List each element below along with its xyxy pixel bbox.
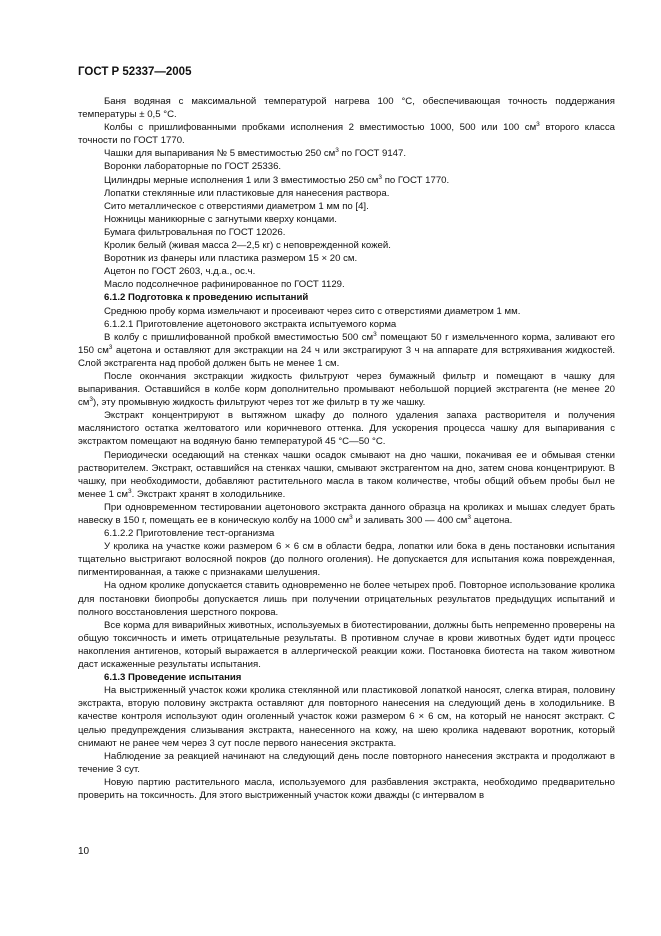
paragraph: Кролик белый (живая масса 2—2,5 кг) с неповрежденной кожей.: [104, 240, 391, 252]
paragraph: При одновременном тестировании ацетонового экстракта данного образца на кроликах и мышах следует брать навеску в 150 г, помещать ее в коническую колбу на 1000 $см^3$ и заливать 300 — 400 $см^3$ ацетона.: [78, 501, 615, 526]
paragraph: Ножницы маникюрные с загнутыми кверху концами.: [104, 213, 337, 225]
paragraph: Наблюдение за реакцией начинают на следующий день после повторного нанесения экстракта и продолжают в течение 3 сут.: [78, 750, 615, 775]
paragraph: На выстриженный участок кожи кролика стеклянной или пластиковой лопаткой наносят, слегка втирая, половину экстракта, вторую половину экстракта оставляют для повторного нанесения на следующий день в холодильнике. В качестве контроля используют один оголенный участок кожи размером 6 × 6 см, на который не наносят экстракт. С целью предупреждения слизывания экстракта, нанесенного на кожу, на шею кролика надевают воротник, который снимают не ранее чем через 3 сут после первого нанесения экстракта.: [78, 685, 615, 749]
paragraph: Бумага фильтровальная по ГОСТ 12026.: [104, 226, 286, 238]
paragraph: Воротник из фанеры или пластика размером 15 × 20 см.: [104, 253, 358, 265]
paragraph: Новую партию растительного масла, используемого для разбавления экстракта, необходимо предварительно проверить на токсичность. Для этого выстриженный участок кожи дважды (с интервалом в: [78, 776, 615, 801]
paragraph: Все корма для виварийных животных, используемых в биотестировании, должны быть непременно проверены на общую токсичность и иметь отрицательные результаты. В противном случае в крови животных будет идти процесс накопления антигенов, который выражается в аллергической реакции кожи. Постановка биотеста на таком животном даст искаженные результаты испытания.: [78, 619, 615, 671]
paragraph: 6.1.2.2 Приготовление тест-организма: [104, 528, 275, 540]
standard-number-header: ГОСТ Р 52337—2005: [78, 66, 192, 78]
paragraph: Воронки лабораторные по ГОСТ 25336.: [104, 161, 282, 173]
paragraph: Ацетон по ГОСТ 2603, ч.д.а., ос.ч.: [104, 266, 256, 278]
paragraph: 6.1.2.1 Приготовление ацетонового экстракта испытуемого корма: [104, 318, 397, 330]
paragraph: Цилиндры мерные исполнения 1 или 3 вместимостью 250 $см^3$ по ГОСТ 1770.: [104, 173, 450, 186]
paragraph: В колбу с пришлифованной пробкой вместимостью 500 $см^3$ помещают 50 г измельченного корма, заливают его 150 $см^3$ ацетона и оставляют для экстракции на 24 ч или экстрагируют 3 ч на аппарате для встряхивания жидкостей. Слой экстрагента над пробой должен быть не менее 1 см.: [78, 330, 615, 369]
paragraph: Баня водяная с максимальной температурой нагрева 100 °С, обеспечивающая точность поддержания температуры ± 0,5 °С.: [78, 96, 615, 121]
paragraph: У кролика на участке кожи размером 6 × 6 см в области бедра, лопатки или бока в день постановки испытания тщательно выстригают волосяной покров (до полного оголения). Не допускается для испытания кожа поврежденная, пигментированная, а также с признаками шелушения.: [78, 541, 615, 579]
paragraph: Масло подсолнечное рафинированное по ГОСТ 1129.: [104, 279, 345, 291]
body-text: [78, 95, 615, 802]
paragraph: Чашки для выпаривания № 5 вместимостью 250 $см^3$ по ГОСТ 9147.: [104, 147, 406, 160]
paragraph: Периодически оседающий на стенках чашки осадок смывают на дно чашки, покачивая ее и обмывая стенки растворителем. Экстракт, оставшийся на стенках чашки, смывают экстрагентом на дно, затем снова концентрируют. В чашку, при необходимости, добавляют растительного масла в таком количестве, чтобы общий объем пробы был не менее 1 $см^3$. Экстракт хранят в холодильнике.: [78, 449, 615, 500]
paragraph: Лопатки стеклянные или пластиковые для нанесения раствора.: [104, 187, 390, 199]
paragraph: На одном кролике допускается ставить одновременно не более четырех проб. Повторное использование кролика для постановки биопробы допускается лишь при получении отрицательных результатов предыдущих испытаний и полного восстановления шерстного покрова.: [78, 580, 615, 618]
section-heading: 6.1.2 Подготовка к проведению испытаний: [104, 292, 309, 304]
paragraph: После окончания экстракции жидкость фильтруют через бумажный фильтр и помещают в чашку для выпаривания. Оставшийся в колбе корм дополнительно промывают небольшой порцией экстрагента (не менее 20 $см^3$), эту промывную жидкость фильтруют через тот же фильтр в ту же чашку.: [78, 370, 615, 409]
paragraph: Среднюю пробу корма измельчают и просеивают через сито с отверстиями диаметром 1 мм.: [104, 305, 521, 317]
paragraph: Колбы с пришлифованными пробками исполнения 2 вместимостью 1000, 500 или 100 $см^3$ второго класса точности по ГОСТ 1770.: [78, 121, 615, 147]
paragraph: Сито металлическое с отверстиями диаметром 1 мм по [4].: [104, 200, 369, 212]
section-heading: 6.1.3 Проведение испытания: [104, 672, 242, 684]
paragraph: Экстракт концентрируют в вытяжном шкафу до полного удаления запаха растворителя и получения маслянистого остатка желтоватого или коричневого оттенка. Для ускорения процесса чашку для выпаривания с экстрактом помещают на водяную баню температурой 45 °С—50 °С.: [78, 410, 615, 448]
page-number: 10: [78, 846, 90, 857]
